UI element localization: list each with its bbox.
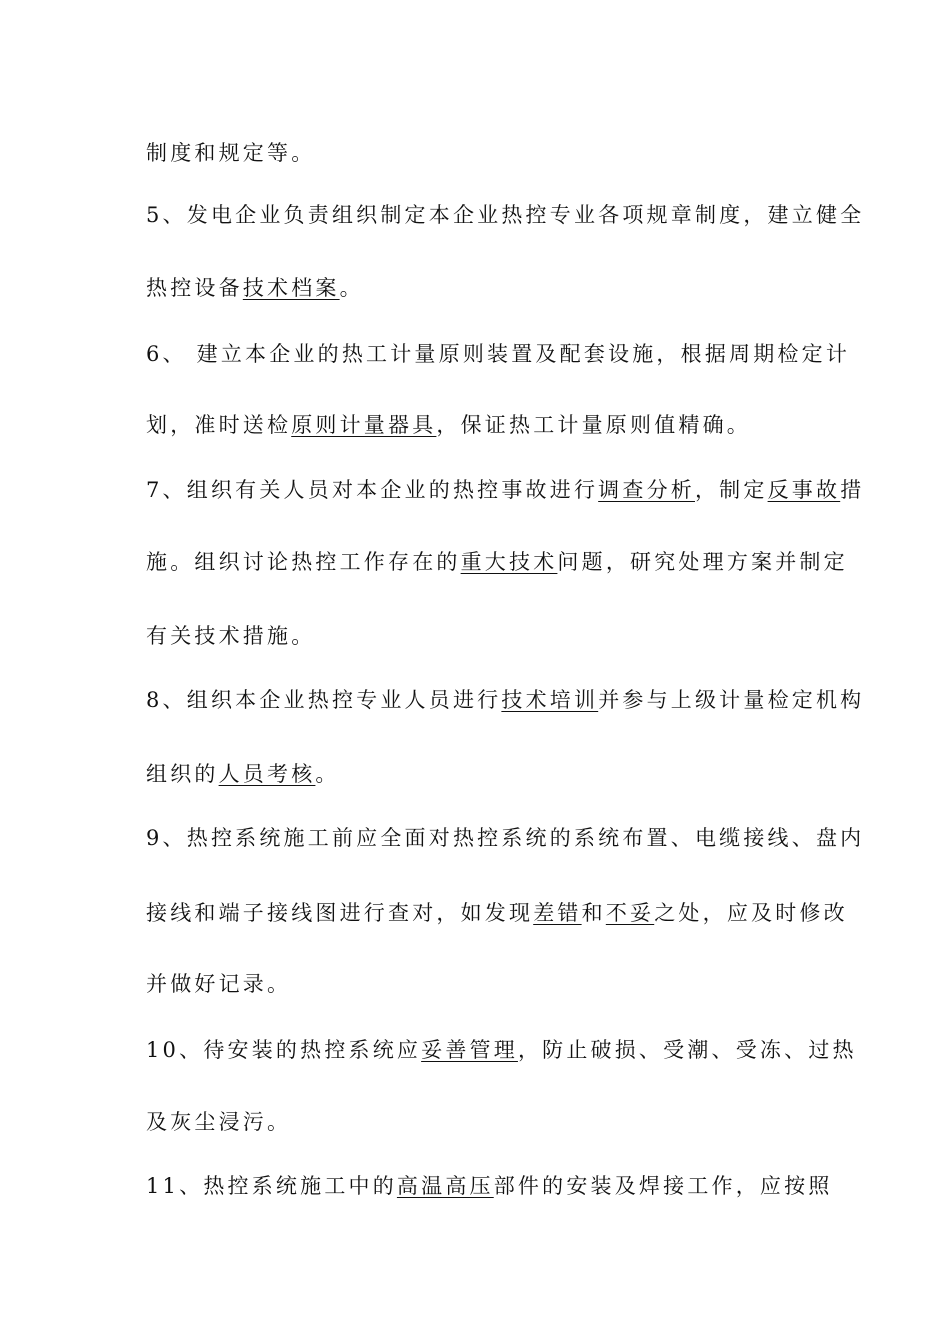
text-segment: 。 (339, 276, 364, 300)
text-segment: 并做好记录。 (146, 972, 292, 996)
text-line (146, 548, 848, 576)
text-line (146, 476, 864, 504)
underlined-term: 技术档案 (242, 276, 340, 300)
underlined-term: 调查分析 (598, 478, 695, 502)
text-segment: ，保证热工计量原则值精确。 (436, 413, 752, 437)
text-segment: 及灰尘浸污。 (146, 1110, 292, 1134)
text-line (146, 274, 364, 302)
text-segment: 。 (315, 762, 340, 786)
text-segment: 问题，研究处理方案并制定 (557, 550, 848, 574)
text-line (146, 686, 864, 714)
text-segment: 5、发电企业负责组织制定本企业热控专业各项规章制度，建立健全 (146, 203, 865, 227)
text-segment: 施。组织讨论热控工作存在的 (146, 550, 461, 574)
text-segment: 接线和端子接线图进行查对，如发现 (146, 901, 534, 925)
text-line (146, 970, 291, 998)
text-segment: 和 (581, 901, 606, 925)
text-line (146, 824, 864, 852)
text-segment: 之处，应及时修改 (654, 901, 848, 925)
underlined-term: 不妥 (605, 901, 655, 925)
text-segment: 有关技术措施。 (146, 624, 316, 648)
underlined-term: 原则计量器具 (291, 413, 437, 437)
underlined-term: 高温高压 (396, 1174, 494, 1198)
text-segment: 并参与上级计量检定机构 (598, 688, 865, 712)
underlined-term: 人员考核 (218, 762, 316, 786)
text-segment: 11、热控系统施工中的 (146, 1174, 397, 1198)
text-segment: 6、 建立本企业的热工计量原则装置及配套设施，根据周期检定计 (146, 342, 851, 366)
text-segment: 制度和规定等。 (146, 141, 316, 165)
text-segment: 划，准时送检 (146, 413, 292, 437)
text-line (146, 622, 315, 650)
text-line (146, 760, 340, 788)
underlined-term: 反事故 (767, 478, 841, 502)
text-segment: 部件的安装及焊接工作，应按照 (493, 1174, 833, 1198)
text-segment: 9、热控系统施工前应全面对热控系统的系统布置、电缆接线、盘内 (146, 826, 865, 850)
text-line (146, 1036, 857, 1064)
text-line (146, 1108, 291, 1136)
underlined-term: 技术培训 (501, 688, 599, 712)
text-line (146, 411, 751, 439)
text-line (146, 899, 848, 927)
text-segment: 措 (840, 478, 865, 502)
underlined-term: 重大技术 (460, 550, 558, 574)
text-segment: ，制定 (694, 478, 768, 502)
text-line (146, 340, 850, 368)
text-line (146, 139, 315, 167)
underlined-term: 妥善管理 (421, 1038, 518, 1062)
text-line (146, 1172, 833, 1200)
text-segment: 7、组织有关人员对本企业的热控事故进行 (146, 478, 599, 502)
text-segment: 10、待安装的热控系统应 (146, 1038, 422, 1062)
text-segment: ，防止破损、受潮、受冻、过热 (517, 1038, 857, 1062)
text-segment: 8、组织本企业热控专业人员进行 (146, 688, 502, 712)
text-segment: 组织的 (146, 762, 219, 786)
underlined-term: 差错 (533, 901, 582, 925)
text-segment: 热控设备 (146, 276, 243, 300)
text-line (146, 201, 864, 229)
